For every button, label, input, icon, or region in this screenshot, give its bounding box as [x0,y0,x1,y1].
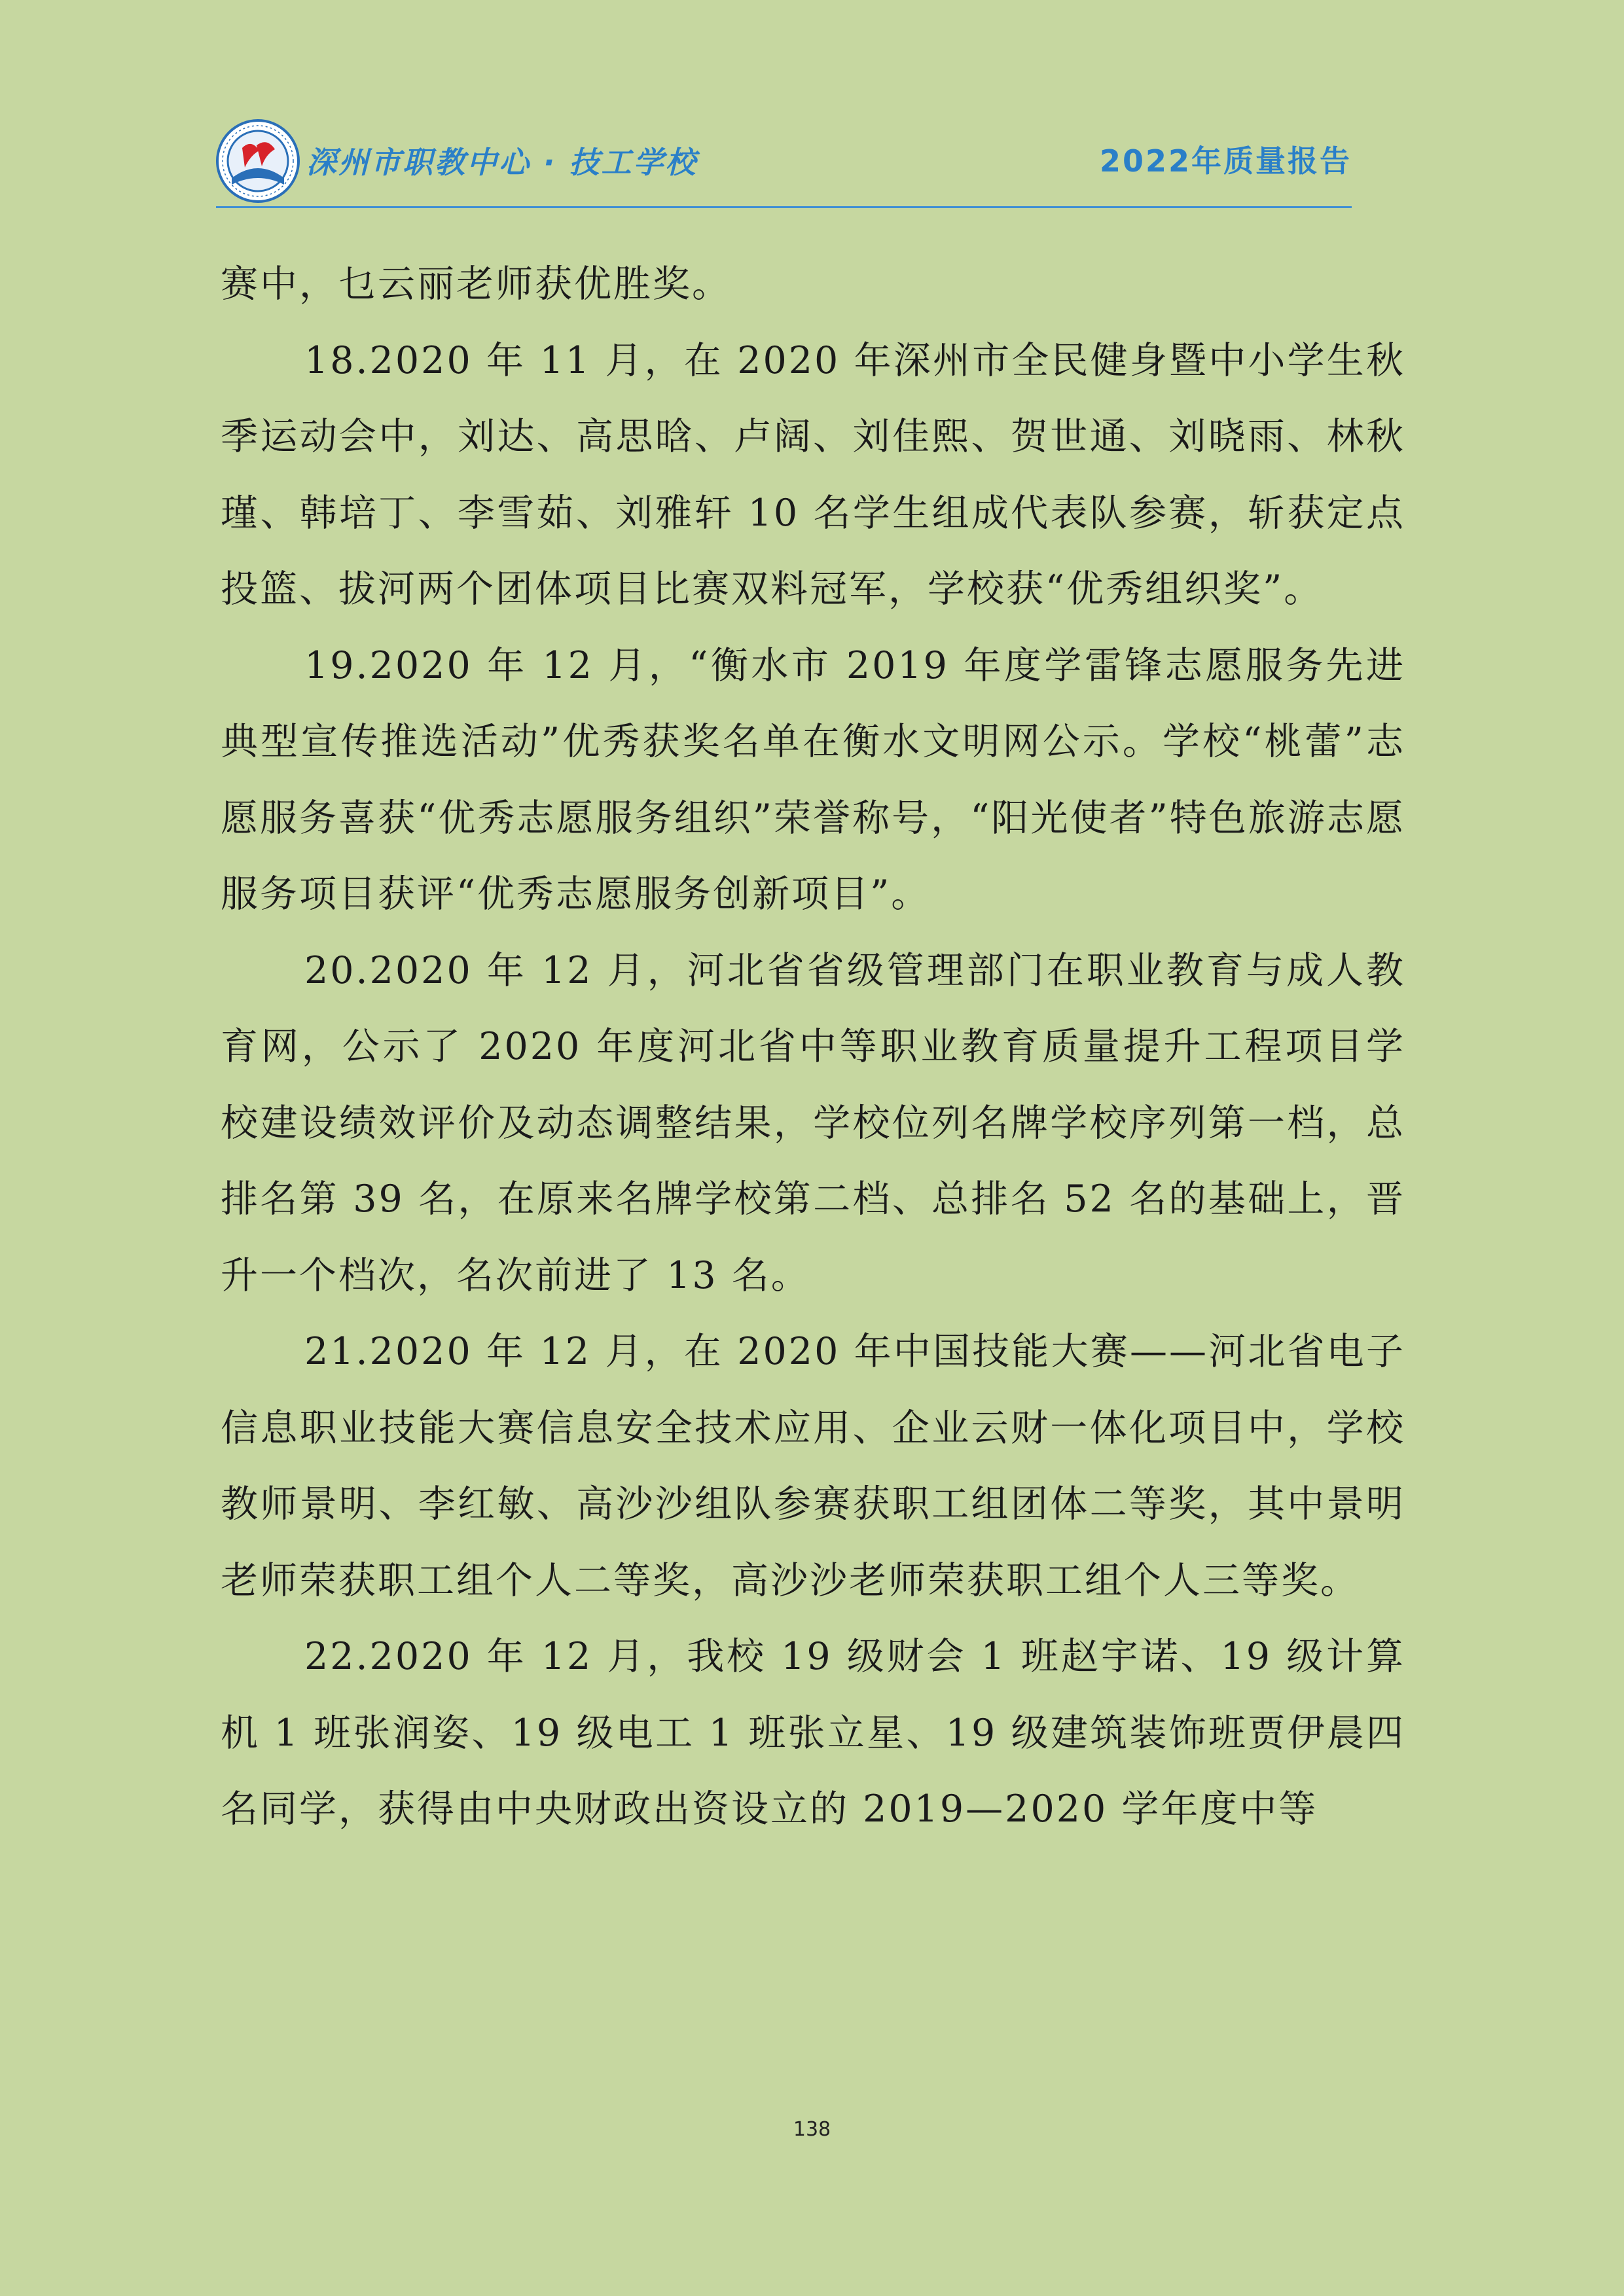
report-title: 2022年质量报告 [1099,143,1352,179]
school-emblem-icon [216,119,300,203]
page-number: 138 [793,2118,831,2141]
paragraph: 22.2020 年 12 月，我校 19 级财会 1 班赵宇诺、19 级计算机 1 班张润姿、19 级电工 1 班张立星、19 级建筑装饰班贾伊晨四名同学，获得由中央财政出资设立的 2019—2020 学年度中等 [221,1635,1405,1831]
page-header [216,111,1352,209]
paragraph: 赛中，乜云丽老师获优胜奖。 [221,262,731,306]
paragraph: 20.2020 年 12 月，河北省省级管理部门在职业教育与成人教育网，公示了 2020 年度河北省中等职业教育质量提升工程项目学校建设绩效评价及动态调整结果，学校位列名牌学校序列第一档，总排名第 39 名，在原来名牌学校第二档、总排名 52 名的基础上，晋升一个档次，名次前进了 13 名。 [221,948,1405,1297]
paragraph: 18.2020 年 11 月，在 2020 年深州市全民健身暨中小学生秋季运动会中，刘达、高思晗、卢阔、刘佳熙、贺世通、刘晓雨、林秋瑾、韩培丁、李雪茹、刘雅轩 10 名学生组成代表队参赛，斩获定点投篮、拔河两个团体项目比赛双料冠军，学校获“优秀组织奖”。 [221,338,1405,611]
paragraph: 21.2020 年 12 月，在 2020 年中国技能大赛——河北省电子信息职业技能大赛信息安全技术应用、企业云财一体化项目中，学校教师景明、李红敏、高沙沙组队参赛获职工组团体二等奖，其中景明老师荣获职工组个人二等奖，高沙沙老师荣获职工组个人三等奖。 [221,1330,1405,1602]
paragraph: 19.2020 年 12 月，“衡水市 2019 年度学雷锋志愿服务先进典型宣传推选活动”优秀获奖名单在衡水文明网公示。学校“桃蕾”志愿服务喜获“优秀志愿服务组织”荣誉称号，“阳光使者”特色旅游志愿服务项目获评“优秀志愿服务创新项目”。 [221,643,1405,916]
document-body [221,246,1405,1848]
header-divider [216,206,1352,208]
school-name: 深州市职教中心 · 技工学校 [306,145,698,180]
